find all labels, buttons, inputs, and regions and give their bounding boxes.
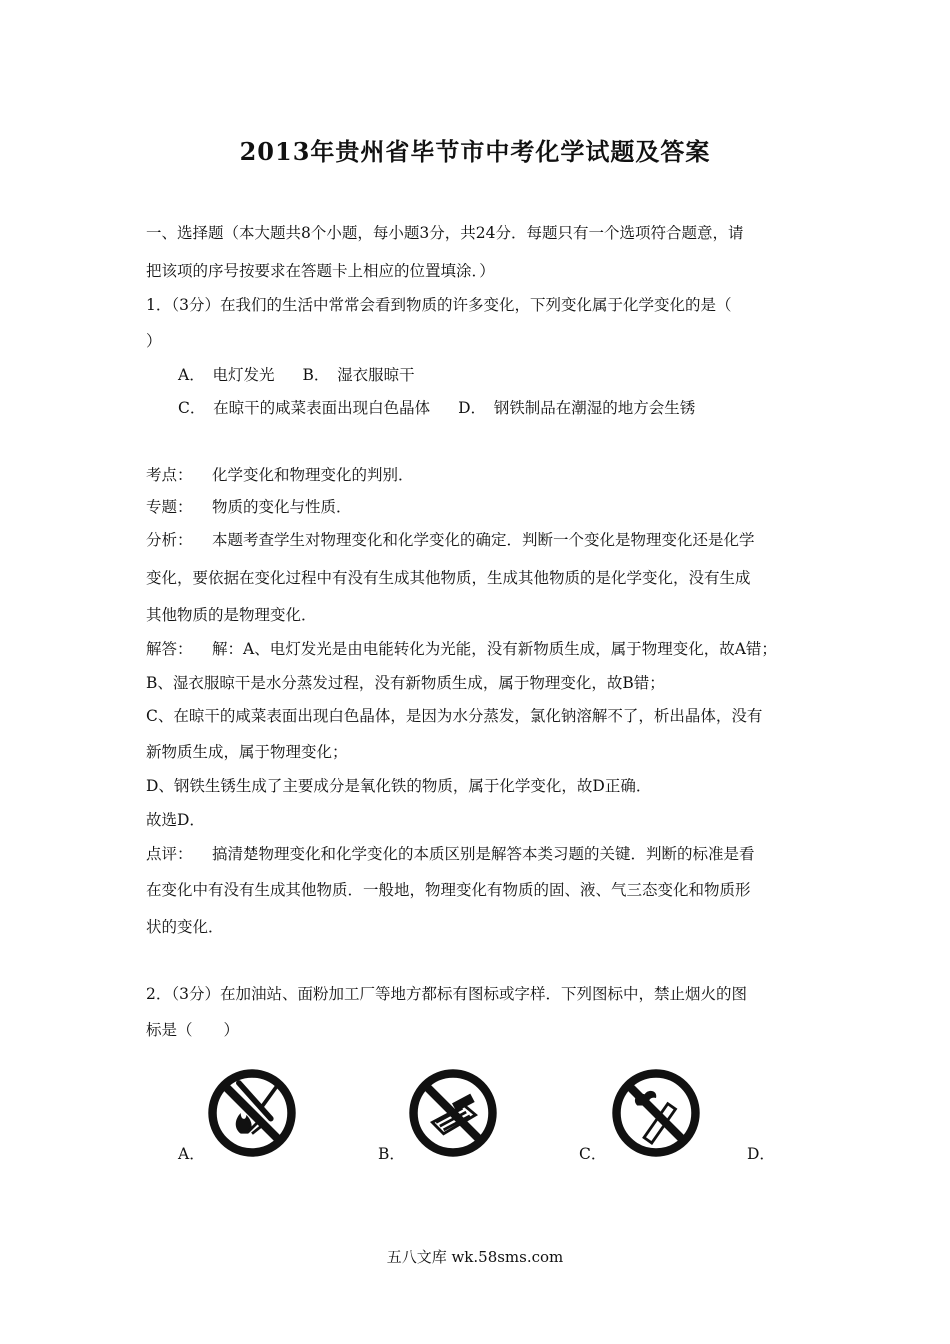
section-header-line2: 把该项的序号按要求在答题卡上相应的位置填涂．） bbox=[146, 262, 495, 280]
jieda-text-5: D、钢铁生锈生成了主要成分是氧化铁的物质，属于化学变化，故D正确． bbox=[146, 777, 652, 795]
q1-fenxi bbox=[146, 530, 755, 550]
q1-option-b: B． 湿衣服晾干 bbox=[302, 366, 415, 384]
fenxi-text-3: 其他物质的是物理变化． bbox=[146, 606, 317, 624]
dianping-label: 点评： bbox=[146, 845, 193, 863]
q2-stem-line1: 2．（3分）在加油站、面粉加工厂等地方都标有图标或字样．下列图标中，禁止烟火的图 bbox=[146, 985, 747, 1003]
jieda-label: 解答： bbox=[146, 640, 193, 658]
fenxi-label: 分析： bbox=[146, 531, 193, 549]
footer-watermark: 五八文库 wk.58sms.com bbox=[386, 1248, 564, 1266]
jieda-text-2: B、湿衣服晾干是水分蒸发过程，没有新物质生成，属于物理变化，故B错； bbox=[146, 674, 665, 692]
q1-dianping bbox=[146, 844, 755, 864]
q2-option-a: A． bbox=[178, 1145, 205, 1163]
q1-stem-line1: 1．（3分）在我们的生活中常常会看到物质的许多变化，下列变化属于化学变化的是（ bbox=[146, 296, 732, 314]
jieda-text-3: C、在晾干的咸菜表面出现白色晶体，是因为水分蒸发，氯化钠溶解不了，析出晶体，没有 bbox=[146, 707, 763, 725]
q1-options-row2 bbox=[178, 398, 695, 418]
jieda-text-1: 解：A、电灯发光是由电能转化为光能，没有新物质生成，属于物理变化，故A错； bbox=[212, 640, 777, 658]
q1-option-c: C． 在晾干的咸菜表面出现白色晶体 bbox=[178, 399, 431, 417]
fenxi-text-2: 变化，要依据在变化过程中有没有生成其他物质，生成其他物质的是化学变化，没有生成 bbox=[146, 569, 751, 587]
no-smoking-icon bbox=[609, 1066, 703, 1160]
q1-kaodian bbox=[146, 465, 414, 485]
q1-options-row1 bbox=[178, 365, 415, 385]
kaodian-text: 化学变化和物理变化的判别． bbox=[212, 466, 414, 484]
fenxi-text-1: 本题考查学生对物理变化和化学变化的确定．判断一个变化是物理变化还是化学 bbox=[212, 531, 755, 549]
page-title: 2013年贵州省毕节市中考化学试题及答案 bbox=[239, 137, 711, 166]
no-matches-icon bbox=[406, 1066, 500, 1160]
section-header-line1: 一、选择题（本大题共8个小题，每小题3分，共24分．每题只有一个选项符合题意，请 bbox=[146, 224, 744, 242]
q1-zhuanti bbox=[146, 497, 352, 517]
q2-option-b: B． bbox=[378, 1145, 405, 1163]
jieda-text-4: 新物质生成，属于物理变化； bbox=[146, 743, 348, 761]
jieda-text-6: 故选D． bbox=[146, 811, 205, 829]
dianping-text-3: 状的变化． bbox=[146, 918, 224, 936]
q2-option-c: C． bbox=[579, 1145, 607, 1163]
q2-stem-line2: 标是（ ） bbox=[146, 1021, 240, 1039]
dianping-text-2: 在变化中有没有生成其他物质．一般地，物理变化有物质的固、液、气三态变化和物质形 bbox=[146, 881, 751, 899]
q1-option-a: A． 电灯发光 bbox=[178, 366, 275, 384]
zhuanti-label: 专题： bbox=[146, 498, 193, 516]
q1-jieda bbox=[146, 639, 777, 659]
dianping-text-1: 搞清楚物理变化和化学变化的本质区别是解答本类习题的关键．判断的标准是看 bbox=[212, 845, 755, 863]
kaodian-label: 考点： bbox=[146, 466, 193, 484]
q1-stem-line2: ） bbox=[146, 332, 162, 350]
no-fire-icon bbox=[205, 1066, 299, 1160]
q1-option-d: D． 钢铁制品在潮湿的地方会生锈 bbox=[458, 399, 696, 417]
q2-option-d: D． bbox=[747, 1145, 775, 1163]
zhuanti-text: 物质的变化与性质． bbox=[212, 498, 352, 516]
